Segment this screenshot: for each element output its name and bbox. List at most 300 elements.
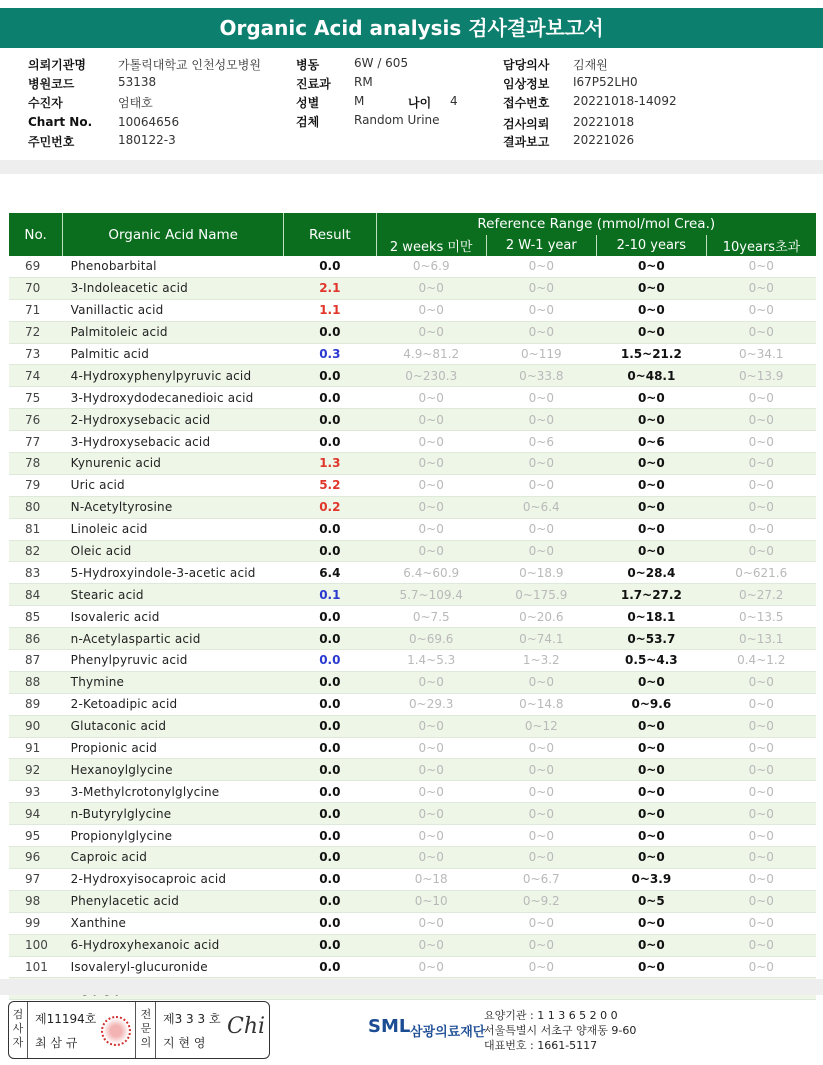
ref-under-2weeks: 0~0 <box>376 431 486 453</box>
info-label: 병원코드 <box>28 77 75 91</box>
sml-logo: SML <box>368 1016 411 1037</box>
row-number: 72 <box>9 321 63 343</box>
ref-2-10years: 0~0 <box>596 409 706 431</box>
table-row <box>9 781 816 803</box>
acid-name: 3-Methylcrotonylglycine <box>63 781 284 803</box>
ref-2w-1year: 0~20.6 <box>486 606 596 628</box>
result-value: 0.0 <box>284 803 376 825</box>
ref-under-2weeks: 0~0 <box>376 387 486 409</box>
ref-over-10years: 0~13.5 <box>706 606 816 628</box>
ref-2w-1year: 0~9.2 <box>486 890 596 912</box>
institution-phone: 대표번호 : 1661-5117 <box>484 1039 598 1052</box>
result-value: 0.0 <box>284 737 376 759</box>
examiner-char: 사 <box>12 1022 24 1035</box>
row-number: 89 <box>9 693 63 715</box>
ref-over-10years: 0~0 <box>706 934 816 956</box>
info-label: 담당의사 <box>503 58 550 72</box>
ref-2-10years: 0~0 <box>596 671 706 693</box>
info-label: Chart No. <box>28 115 93 129</box>
ref-over-10years: 0~0 <box>706 431 816 453</box>
ref-under-2weeks: 0~0 <box>376 671 486 693</box>
result-value: 1.1 <box>284 299 376 321</box>
ref-2-10years: 0~0 <box>596 781 706 803</box>
ref-2w-1year: 0~0 <box>486 781 596 803</box>
acid-name: N-Acetyltyrosine <box>63 496 284 518</box>
table-row <box>9 584 816 606</box>
ref-2-10years: 0~0 <box>596 518 706 540</box>
header-ref-under-2weeks: 2 weeks 미만 <box>376 235 486 256</box>
examiner-vertical-label <box>11 1008 25 1050</box>
row-number: 80 <box>9 496 63 518</box>
result-value: 0.0 <box>284 409 376 431</box>
ref-over-10years: 0~0 <box>706 277 816 299</box>
acid-name: Phenylacetic acid <box>63 890 284 912</box>
info-value: RM <box>354 75 373 89</box>
ref-under-2weeks: 0~0 <box>376 737 486 759</box>
result-value: 0.2 <box>284 496 376 518</box>
ref-2w-1year: 0~0 <box>486 671 596 693</box>
result-value: 0.0 <box>284 781 376 803</box>
row-number: 98 <box>9 890 63 912</box>
info-label: 병동 <box>296 58 320 72</box>
ref-under-2weeks: 0~0 <box>376 847 486 869</box>
examiner-name: 최 삼 규 <box>35 1036 78 1050</box>
result-value: 0.0 <box>284 693 376 715</box>
result-value: 0.0 <box>284 715 376 737</box>
info-label: 진료과 <box>296 77 331 91</box>
ref-2w-1year: 0~74.1 <box>486 628 596 650</box>
ref-over-10years: 0~27.2 <box>706 584 816 606</box>
info-label: 결과보고 <box>503 135 550 149</box>
info-label: 접수번호 <box>503 96 550 110</box>
table-row <box>9 628 816 650</box>
row-number: 84 <box>9 584 63 606</box>
ref-2-10years: 0~48.1 <box>596 365 706 387</box>
result-value: 0.0 <box>284 650 376 672</box>
ref-2-10years: 0~0 <box>596 759 706 781</box>
result-value: 5.2 <box>284 474 376 496</box>
ref-under-2weeks: 0~6.9 <box>376 256 486 277</box>
ref-2w-1year: 0~0 <box>486 321 596 343</box>
ref-2w-1year: 0~0 <box>486 409 596 431</box>
ref-under-2weeks: 0~0 <box>376 759 486 781</box>
info-label: 임상정보 <box>503 77 550 91</box>
row-number: 71 <box>9 299 63 321</box>
ref-2-10years: 0~9.6 <box>596 693 706 715</box>
info-value: 20221026 <box>573 133 635 147</box>
acid-name: Kynurenic acid <box>63 453 284 475</box>
specialist-name: 지 현 영 <box>163 1036 206 1050</box>
result-value: 0.0 <box>284 912 376 934</box>
table-row <box>9 912 816 934</box>
ref-2w-1year: 0~0 <box>486 934 596 956</box>
ref-under-2weeks: 0~18 <box>376 868 486 890</box>
ref-under-2weeks: 6.4~60.9 <box>376 562 486 584</box>
specialist-vertical-label <box>139 1008 153 1050</box>
table-row <box>9 387 816 409</box>
foundation-name: 삼광의료재단 <box>410 1025 486 1040</box>
row-number: 88 <box>9 671 63 693</box>
acid-name: Propionic acid <box>63 737 284 759</box>
ref-under-2weeks: 4.9~81.2 <box>376 343 486 365</box>
ref-2w-1year: 0~0 <box>486 453 596 475</box>
table-row <box>9 847 816 869</box>
acid-name: 4-Hydroxyphenylpyruvic acid <box>63 365 284 387</box>
row-number: 82 <box>9 540 63 562</box>
acid-name: Linoleic acid <box>63 518 284 540</box>
ref-over-10years: 0~0 <box>706 759 816 781</box>
ref-over-10years: 0~34.1 <box>706 343 816 365</box>
row-number: 69 <box>9 256 63 277</box>
ref-over-10years: 0~0 <box>706 453 816 475</box>
row-number: 95 <box>9 825 63 847</box>
ref-under-2weeks: 0~0 <box>376 715 486 737</box>
ref-over-10years: 0~0 <box>706 321 816 343</box>
table-row <box>9 540 816 562</box>
row-number: 96 <box>9 847 63 869</box>
acid-name: n-Acetylaspartic acid <box>63 628 284 650</box>
ref-2w-1year: 0~0 <box>486 803 596 825</box>
ref-over-10years: 0~0 <box>706 912 816 934</box>
ref-under-2weeks: 0~230.3 <box>376 365 486 387</box>
specialist-license-no: 제3 3 3 호 <box>163 1012 221 1026</box>
result-value: 0.0 <box>284 956 376 978</box>
result-value: 2.1 <box>284 277 376 299</box>
ref-2w-1year: 0~0 <box>486 759 596 781</box>
row-number: 79 <box>9 474 63 496</box>
ref-2w-1year: 0~0 <box>486 540 596 562</box>
table-row <box>9 693 816 715</box>
ref-under-2weeks: 0~0 <box>376 956 486 978</box>
examiner-char: 검 <box>12 1008 24 1021</box>
acid-name: 3-Hydroxysebacic acid <box>63 431 284 453</box>
ref-under-2weeks: 0~0 <box>376 409 486 431</box>
ref-2w-1year: 0~0 <box>486 912 596 934</box>
ref-2-10years: 0~0 <box>596 387 706 409</box>
ref-over-10years: 0~0 <box>706 825 816 847</box>
results-table <box>9 213 816 1000</box>
result-value: 0.0 <box>284 321 376 343</box>
header-result: Result <box>284 213 376 256</box>
row-number: 73 <box>9 343 63 365</box>
acid-name: Hexanoylglycine <box>63 759 284 781</box>
specialist-char: 전 <box>140 1008 152 1021</box>
acid-name: Isovaleric acid <box>63 606 284 628</box>
acid-name: Palmitic acid <box>63 343 284 365</box>
ref-2-10years: 0.5~4.3 <box>596 650 706 672</box>
info-value: 엄태호 <box>118 96 153 110</box>
ref-over-10years: 0.4~1.2 <box>706 650 816 672</box>
info-value: 53138 <box>118 75 157 89</box>
ref-2-10years: 0~0 <box>596 715 706 737</box>
info-label: 성별 <box>296 96 320 110</box>
ref-over-10years: 0~0 <box>706 803 816 825</box>
ref-2-10years: 0~3.9 <box>596 868 706 890</box>
age-label: 나이 <box>408 96 432 110</box>
handwritten-signature: Chi <box>227 1014 266 1039</box>
info-label: 주민번호 <box>28 135 75 149</box>
ref-2-10years: 0~0 <box>596 299 706 321</box>
table-row <box>9 934 816 956</box>
institution-code: 요양기관 : 1 1 3 6 5 2 0 0 <box>484 1009 618 1022</box>
ref-2-10years: 0~0 <box>596 540 706 562</box>
row-number: 76 <box>9 409 63 431</box>
result-value: 0.3 <box>284 343 376 365</box>
result-value: 0.0 <box>284 671 376 693</box>
age-value: 4 <box>450 94 458 108</box>
acid-name: Glutaconic acid <box>63 715 284 737</box>
ref-2-10years: 1.5~21.2 <box>596 343 706 365</box>
acid-name: Stearic acid <box>63 584 284 606</box>
row-number: 99 <box>9 912 63 934</box>
ref-2w-1year: 0~0 <box>486 825 596 847</box>
institution-info <box>484 1008 636 1053</box>
acid-name: Isovaleryl-glucuronide <box>63 956 284 978</box>
ref-2w-1year: 0~6.7 <box>486 868 596 890</box>
info-value: 가톨릭대학교 인천성모병원 <box>118 58 261 72</box>
ref-2w-1year: 0~6 <box>486 431 596 453</box>
ref-2-10years: 0~5 <box>596 890 706 912</box>
box-divider <box>155 1002 156 1058</box>
ref-over-10years: 0~0 <box>706 715 816 737</box>
ref-2-10years: 0~18.1 <box>596 606 706 628</box>
ref-2-10years: 0~0 <box>596 956 706 978</box>
table-row <box>9 562 816 584</box>
ref-2w-1year: 0~0 <box>486 518 596 540</box>
table-row <box>9 365 816 387</box>
table-row <box>9 321 816 343</box>
ref-2w-1year: 0~12 <box>486 715 596 737</box>
footer-divider <box>0 979 823 995</box>
acid-name: 3-Hydroxydodecanedioic acid <box>63 387 284 409</box>
result-value: 0.0 <box>284 540 376 562</box>
header-ref-2-10years: 2-10 years <box>596 235 706 256</box>
table-row <box>9 803 816 825</box>
ref-2w-1year: 0~0 <box>486 277 596 299</box>
specialist-char: 의 <box>140 1036 152 1049</box>
ref-2w-1year: 0~0 <box>486 256 596 277</box>
row-number: 77 <box>9 431 63 453</box>
ref-under-2weeks: 0~69.6 <box>376 628 486 650</box>
ref-over-10years: 0~0 <box>706 868 816 890</box>
ref-2w-1year: 0~0 <box>486 956 596 978</box>
row-number: 91 <box>9 737 63 759</box>
ref-over-10years: 0~0 <box>706 474 816 496</box>
acid-name: 5-Hydroxyindole-3-acetic acid <box>63 562 284 584</box>
table-row <box>9 343 816 365</box>
result-value: 0.0 <box>284 256 376 277</box>
header-reference-range: Reference Range (mmol/mol Crea.) <box>376 213 816 235</box>
ref-2w-1year: 0~0 <box>486 737 596 759</box>
result-value: 0.0 <box>284 825 376 847</box>
info-value: I67P52LH0 <box>573 75 638 89</box>
ref-2w-1year: 0~0 <box>486 299 596 321</box>
acid-name: Propionylglycine <box>63 825 284 847</box>
info-label: 검체 <box>296 115 320 129</box>
info-label: 검사의뢰 <box>503 117 550 131</box>
table-row <box>9 606 816 628</box>
table-row <box>9 277 816 299</box>
ref-2-10years: 0~0 <box>596 912 706 934</box>
ref-2w-1year: 1~3.2 <box>486 650 596 672</box>
row-number: 93 <box>9 781 63 803</box>
examiner-license-no: 제11194호 <box>35 1012 97 1026</box>
ref-2-10years: 0~0 <box>596 321 706 343</box>
ref-2w-1year: 0~0 <box>486 474 596 496</box>
ref-under-2weeks: 0~0 <box>376 453 486 475</box>
ref-under-2weeks: 0~10 <box>376 890 486 912</box>
ref-2w-1year: 0~119 <box>486 343 596 365</box>
row-number: 86 <box>9 628 63 650</box>
info-value: 20221018 <box>573 115 635 129</box>
result-value: 0.0 <box>284 890 376 912</box>
ref-under-2weeks: 0~0 <box>376 540 486 562</box>
info-value: Random Urine <box>354 113 440 127</box>
ref-2-10years: 1.7~27.2 <box>596 584 706 606</box>
table-row <box>9 671 816 693</box>
ref-over-10years: 0~13.9 <box>706 365 816 387</box>
ref-under-2weeks: 0~0 <box>376 803 486 825</box>
ref-under-2weeks: 0~0 <box>376 474 486 496</box>
ref-2w-1year: 0~0 <box>486 847 596 869</box>
ref-over-10years: 0~0 <box>706 737 816 759</box>
section-divider <box>0 160 823 174</box>
specialist-char: 문 <box>140 1022 152 1035</box>
info-value: 180122-3 <box>118 133 176 147</box>
ref-2w-1year: 0~14.8 <box>486 693 596 715</box>
row-number: 90 <box>9 715 63 737</box>
acid-name: Phenylpyruvic acid <box>63 650 284 672</box>
ref-2-10years: 0~0 <box>596 277 706 299</box>
acid-name: Phenobarbital <box>63 256 284 277</box>
table-row <box>9 715 816 737</box>
ref-under-2weeks: 0~0 <box>376 321 486 343</box>
result-value: 0.0 <box>284 934 376 956</box>
ref-under-2weeks: 0~0 <box>376 299 486 321</box>
info-value: 김재원 <box>573 58 608 72</box>
row-number: 85 <box>9 606 63 628</box>
result-value: 0.0 <box>284 759 376 781</box>
header-name: Organic Acid Name <box>63 213 284 256</box>
acid-name: Vanillactic acid <box>63 299 284 321</box>
box-divider <box>27 1002 28 1058</box>
info-label: 의뢰기관명 <box>28 58 86 72</box>
header-ref-2w-1year: 2 W-1 year <box>486 235 596 256</box>
table-row <box>9 431 816 453</box>
ref-under-2weeks: 0~0 <box>376 825 486 847</box>
result-value: 0.0 <box>284 606 376 628</box>
ref-over-10years: 0~0 <box>706 956 816 978</box>
info-value: M <box>354 94 365 108</box>
row-number: 87 <box>9 650 63 672</box>
box-divider <box>135 1002 136 1058</box>
ref-over-10years: 0~0 <box>706 256 816 277</box>
ref-under-2weeks: 0~0 <box>376 518 486 540</box>
table-row <box>9 956 816 978</box>
ref-2-10years: 0~0 <box>596 934 706 956</box>
acid-name: Caproic acid <box>63 847 284 869</box>
acid-name: 6-Hydroxyhexanoic acid <box>63 934 284 956</box>
acid-name: Palmitoleic acid <box>63 321 284 343</box>
signature-box <box>8 1001 270 1059</box>
ref-over-10years: 0~0 <box>706 540 816 562</box>
table-row <box>9 409 816 431</box>
acid-name: Oleic acid <box>63 540 284 562</box>
info-label: 수진자 <box>28 96 63 110</box>
table-row <box>9 868 816 890</box>
row-number: 100 <box>9 934 63 956</box>
result-value: 0.0 <box>284 365 376 387</box>
row-number: 94 <box>9 803 63 825</box>
ref-over-10years: 0~13.1 <box>706 628 816 650</box>
acid-name: Uric acid <box>63 474 284 496</box>
ref-over-10years: 0~0 <box>706 847 816 869</box>
ref-over-10years: 0~0 <box>706 781 816 803</box>
row-number: 81 <box>9 518 63 540</box>
acid-name: Thymine <box>63 671 284 693</box>
ref-over-10years: 0~0 <box>706 496 816 518</box>
result-value: 0.0 <box>284 868 376 890</box>
ref-over-10years: 0~0 <box>706 693 816 715</box>
ref-2w-1year: 0~33.8 <box>486 365 596 387</box>
table-row <box>9 496 816 518</box>
table-row <box>9 759 816 781</box>
info-value: 6W / 605 <box>354 56 409 70</box>
red-seal-stamp <box>101 1016 131 1046</box>
ref-2-10years: 0~0 <box>596 496 706 518</box>
ref-under-2weeks: 1.4~5.3 <box>376 650 486 672</box>
ref-under-2weeks: 0~0 <box>376 781 486 803</box>
row-number: 92 <box>9 759 63 781</box>
ref-2w-1year: 0~6.4 <box>486 496 596 518</box>
result-value: 1.3 <box>284 453 376 475</box>
ref-2-10years: 0~0 <box>596 737 706 759</box>
result-value: 0.0 <box>284 628 376 650</box>
ref-over-10years: 0~621.6 <box>706 562 816 584</box>
ref-under-2weeks: 0~0 <box>376 277 486 299</box>
ref-over-10years: 0~0 <box>706 671 816 693</box>
acid-name: 2-Hydroxyisocaproic acid <box>63 868 284 890</box>
ref-under-2weeks: 0~0 <box>376 912 486 934</box>
ref-2-10years: 0~0 <box>596 474 706 496</box>
header-no: No. <box>9 213 63 256</box>
ref-over-10years: 0~0 <box>706 890 816 912</box>
table-row <box>9 453 816 475</box>
ref-2-10years: 0~28.4 <box>596 562 706 584</box>
info-value: 10064656 <box>118 115 180 129</box>
ref-2w-1year: 0~175.9 <box>486 584 596 606</box>
row-number: 83 <box>9 562 63 584</box>
ref-2-10years: 0~0 <box>596 825 706 847</box>
examiner-char: 자 <box>12 1036 24 1049</box>
ref-over-10years: 0~0 <box>706 299 816 321</box>
ref-over-10years: 0~0 <box>706 387 816 409</box>
ref-under-2weeks: 0~7.5 <box>376 606 486 628</box>
ref-2-10years: 0~0 <box>596 803 706 825</box>
ref-2-10years: 0~53.7 <box>596 628 706 650</box>
ref-under-2weeks: 0~29.3 <box>376 693 486 715</box>
info-value: 20221018-14092 <box>573 94 677 108</box>
row-number: 97 <box>9 868 63 890</box>
ref-2w-1year: 0~18.9 <box>486 562 596 584</box>
ref-2w-1year: 0~0 <box>486 387 596 409</box>
acid-name: n-Butyrylglycine <box>63 803 284 825</box>
result-value: 0.0 <box>284 847 376 869</box>
table-row <box>9 299 816 321</box>
result-value: 0.0 <box>284 431 376 453</box>
ref-under-2weeks: 0~0 <box>376 934 486 956</box>
ref-over-10years: 0~0 <box>706 409 816 431</box>
